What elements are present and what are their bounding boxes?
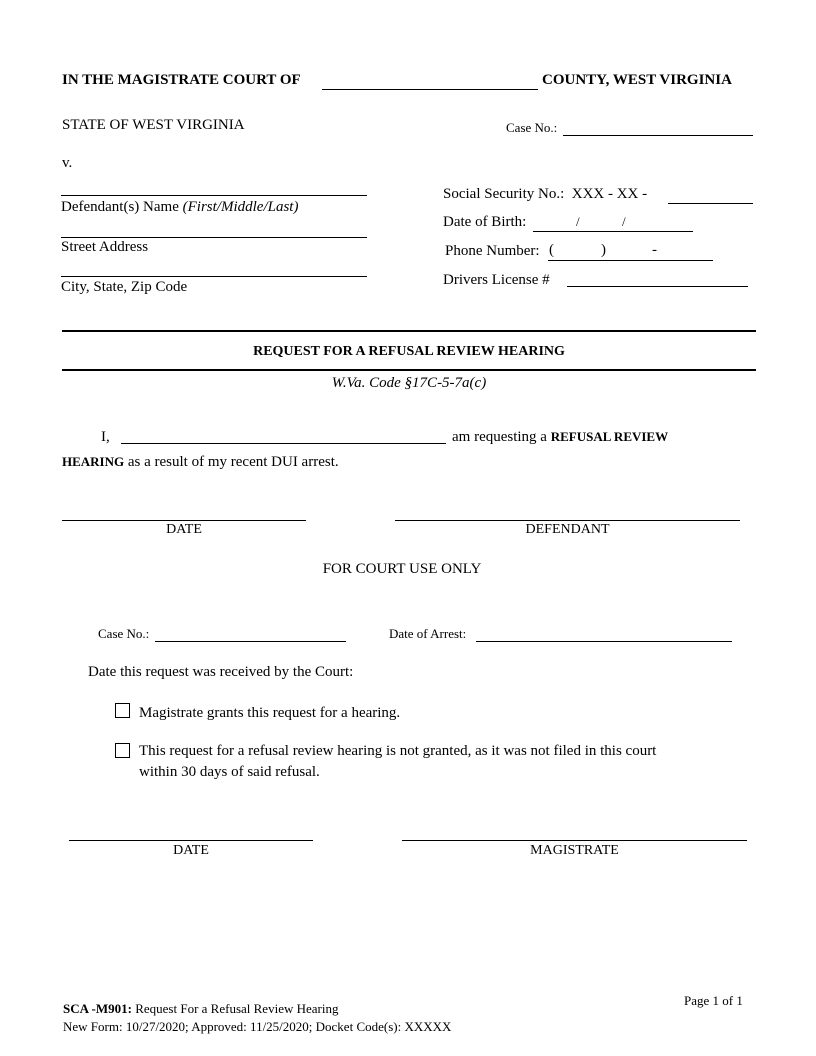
magistrate-date-label: DATE — [173, 843, 209, 858]
dob-label: Date of Birth: — [443, 214, 527, 230]
magistrate-date-field[interactable] — [69, 840, 313, 841]
defendant-name-field[interactable] — [61, 195, 367, 196]
phone-label: Phone Number: — [445, 243, 540, 259]
street-address-label: Street Address — [61, 239, 149, 255]
request-i: I, — [101, 429, 110, 445]
defendant-name-hint: (First/Middle/Last) — [182, 199, 299, 215]
deny-hearing-checkbox[interactable] — [115, 743, 130, 758]
title-rule-bottom — [62, 369, 756, 371]
form-title: REQUEST FOR A REFUSAL REVIEW HEARING — [253, 344, 565, 359]
footer-form-title: Request For a Refusal Review Hearing — [135, 1001, 339, 1016]
state-label: STATE OF WEST VIRGINIA — [62, 117, 245, 133]
case-no-label: Case No.: — [506, 120, 558, 135]
phone-paren-close: ) — [601, 242, 606, 258]
defendant-signature-label: DEFENDANT — [525, 522, 610, 537]
court-case-no-label: Case No.: — [98, 626, 150, 641]
dob-separator-2: / — [622, 214, 626, 229]
received-date-label: Date this request was received by the Court: — [88, 664, 354, 680]
grant-hearing-checkbox[interactable] — [115, 703, 130, 718]
city-state-zip-field[interactable] — [61, 276, 367, 277]
footer-meta: New Form: 10/27/2020; Approved: 11/25/2020; Docket Code(s): XXXXX — [63, 1019, 452, 1034]
county-field[interactable] — [322, 89, 538, 90]
drivers-license-label: Drivers License # — [443, 272, 550, 288]
city-state-zip-label: City, State, Zip Code — [61, 279, 188, 295]
phone-dash: - — [652, 242, 657, 258]
refusal-review-emphasis: REFUSAL REVIEW — [550, 429, 669, 444]
ssn-mask: XXX - XX - — [571, 186, 648, 202]
footer-form-id — [63, 1001, 338, 1017]
court-case-no-field[interactable] — [155, 641, 346, 642]
drivers-license-field[interactable] — [567, 286, 748, 287]
footer-form-code: SCA -M901: — [63, 1001, 132, 1016]
ssn-field[interactable] — [668, 203, 753, 204]
phone-field[interactable] — [548, 260, 713, 261]
magistrate-signature-field[interactable] — [402, 840, 747, 841]
court-use-heading: FOR COURT USE ONLY — [322, 561, 482, 577]
deny-hearing-label-line1: This request for a refusal review hearing is not granted, as it was not filed in this court — [139, 743, 657, 759]
magistrate-signature-label: MAGISTRATE — [530, 843, 619, 858]
defendant-signature-field[interactable] — [395, 520, 740, 521]
ssn-label: Social Security No.: XXX - XX - — [443, 186, 648, 202]
street-address-field[interactable] — [61, 237, 367, 238]
court-prefix: IN THE MAGISTRATE COURT OF — [62, 72, 301, 88]
versus-label: v. — [62, 155, 73, 171]
defendant-name-label: Defendant(s) Name (First/Middle/Last) — [61, 199, 299, 215]
statute-citation: W.Va. Code §17C-5-7a(c) — [331, 375, 487, 391]
court-suffix: COUNTY, WEST VIRGINIA — [542, 72, 732, 88]
request-date-label: DATE — [166, 522, 202, 537]
page-number: Page 1 of 1 — [684, 993, 743, 1008]
arrest-date-label: Date of Arrest: — [389, 626, 467, 641]
case-no-field[interactable] — [563, 135, 753, 136]
request-text-1: am requesting a REFUSAL REVIEW — [452, 429, 669, 445]
request-date-field[interactable] — [62, 520, 306, 521]
phone-paren-open: ( — [549, 242, 554, 258]
deny-hearing-label-line2: within 30 days of said refusal. — [139, 764, 320, 780]
grant-hearing-label: Magistrate grants this request for a hearing. — [139, 705, 401, 721]
request-text-2: HEARING as a result of my recent DUI arrest. — [62, 454, 339, 470]
dob-field[interactable] — [533, 231, 693, 232]
title-rule-top — [62, 330, 756, 332]
hearing-emphasis: HEARING — [62, 454, 125, 469]
dob-separator-1: / — [576, 214, 580, 229]
arrest-date-field[interactable] — [476, 641, 732, 642]
requester-name-field[interactable] — [121, 443, 446, 444]
